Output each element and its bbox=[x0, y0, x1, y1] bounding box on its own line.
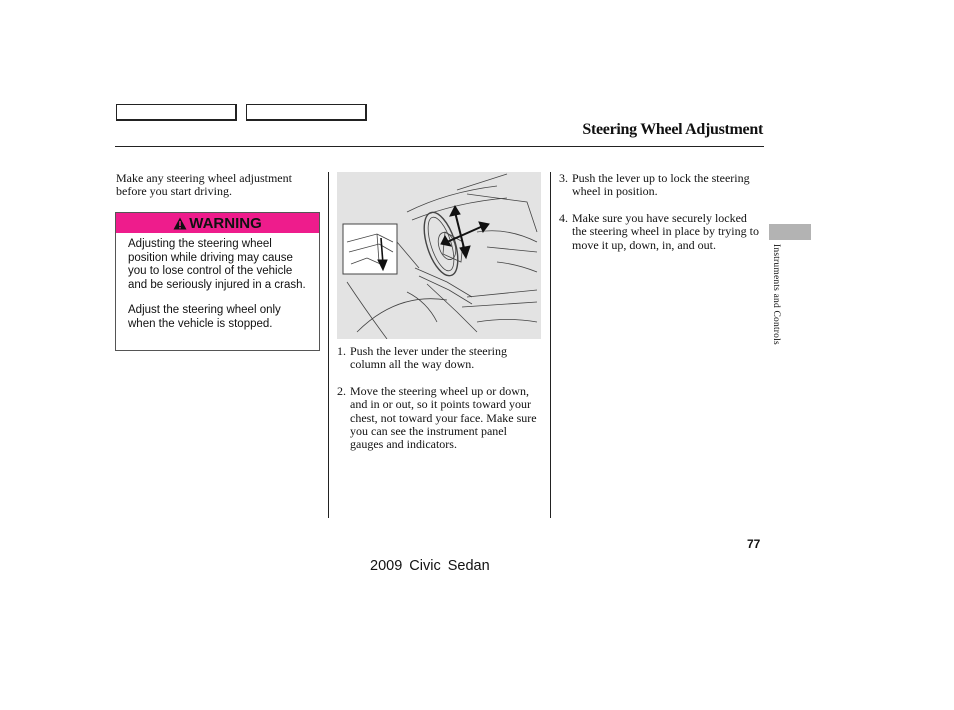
list-item bbox=[559, 172, 763, 199]
warning-triangle-icon bbox=[173, 217, 187, 230]
list-item bbox=[337, 345, 543, 372]
title-rule bbox=[115, 146, 764, 147]
section-label bbox=[770, 244, 784, 372]
section-label-text: Instruments and Controls bbox=[771, 244, 781, 345]
step-text: Move the steering wheel up or down, and in or out, so it points toward your chest, not toward your face. Make sure you can see the instrument panel gauges and indicators. bbox=[350, 383, 537, 452]
step-number: 1. bbox=[337, 344, 346, 358]
step-number: 3. bbox=[559, 171, 568, 185]
step-text: Make sure you have securely locked the steering wheel in place by trying to move it up, down, in, and out. bbox=[572, 210, 759, 252]
step-text: Push the lever under the steering column all the way down. bbox=[350, 344, 507, 372]
list-item bbox=[559, 212, 763, 252]
page-number: 77 bbox=[747, 537, 761, 551]
column-divider-1 bbox=[328, 172, 329, 518]
step-text: Push the lever up to lock the steering wheel in position. bbox=[572, 171, 750, 199]
warning-paragraph-1: Adjusting the steering wheel position while driving may cause you to lose control of the vehicle and be seriously injured in a crash. bbox=[128, 238, 306, 291]
section-tab bbox=[769, 224, 811, 240]
step-number: 4. bbox=[559, 210, 568, 225]
model-footer: 2009 Civic Sedan bbox=[370, 558, 490, 574]
steering-column-illustration bbox=[337, 172, 541, 339]
warning-box bbox=[115, 212, 320, 351]
nav-box-previous[interactable] bbox=[116, 104, 237, 121]
steps-list-middle bbox=[337, 345, 543, 465]
column-divider-2 bbox=[550, 172, 551, 518]
warning-header bbox=[116, 213, 319, 233]
warning-label: WARNING bbox=[189, 214, 262, 232]
warning-paragraph-2: Adjust the steering wheel only when the vehicle is stopped. bbox=[128, 304, 281, 330]
step-number: 2. bbox=[337, 383, 346, 398]
steering-wheel-drawing bbox=[337, 172, 541, 339]
intro-text: Make any steering wheel adjustment before you start driving. bbox=[116, 171, 292, 199]
warning-body bbox=[116, 233, 319, 332]
steps-list-right bbox=[559, 172, 763, 265]
list-item bbox=[337, 385, 543, 452]
nav-box-next[interactable] bbox=[246, 104, 367, 121]
page-title: Steering Wheel Adjustment bbox=[582, 121, 763, 138]
